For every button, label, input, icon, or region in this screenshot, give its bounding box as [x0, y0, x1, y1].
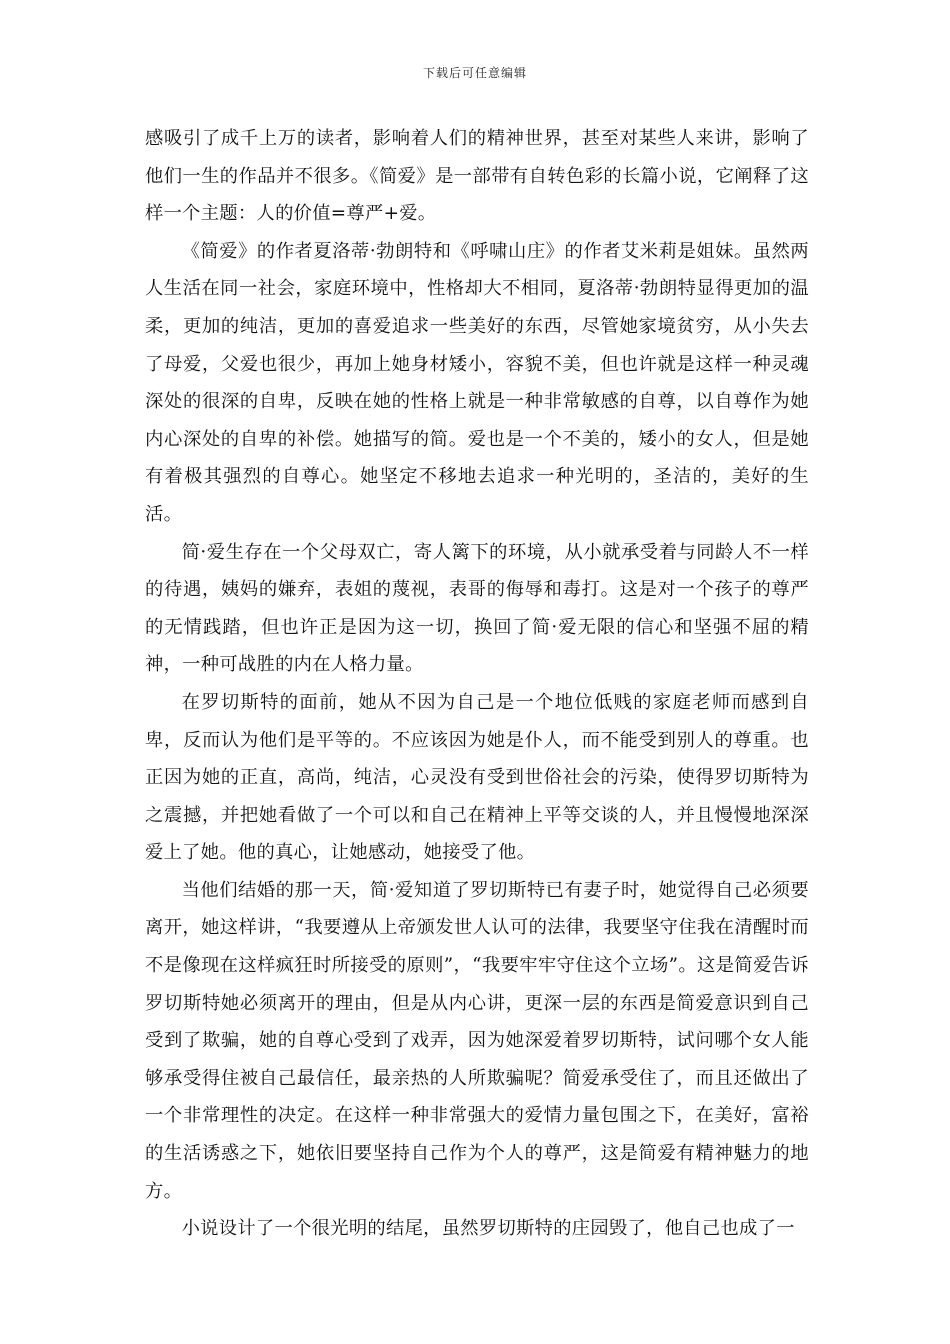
paragraph: 感吸引了成千上万的读者，影响着人们的精神世界，甚至对某些人来讲，影响了他们一生的作品并不很多。《简爱》是一部带有自转色彩的长篇小说，它阐释了这样一个主题：人的价值=尊严+爱。	[145, 128, 809, 225]
paragraph: 小说设计了一个很光明的结尾，虽然罗切斯特的庄园毁了，他自己也成了一	[181, 1218, 795, 1240]
document-body	[145, 120, 809, 1248]
page-header: 下载后可任意编辑	[422, 66, 527, 80]
paragraph: 简·爱生存在一个父母双亡，寄人篱下的环境，从小就承受着与同龄人不一样的待遇，姨妈的嫌弃，表姐的蔑视，表哥的侮辱和毒打。这是对一个孩子的尊严的无情践踏，但也许正是因为这一切，换回了简·爱无限的信心和坚强不屈的精神，一种可战胜的内在人格力量。	[145, 541, 809, 676]
paragraph: 《简爱》的作者夏洛蒂·勃朗特和《呼啸山庄》的作者艾米莉是姐妹。虽然两人生活在同一社会，家庭环境中，性格却大不相同，夏洛蒂·勃朗特显得更加的温柔，更加的纯洁，更加的喜爱追求一些美好的东西，尽管她家境贫穷，从小失去了母爱，父爱也很少，再加上她身材矮小，容貌不美，但也许就是这样一种灵魂深处的很深的自卑，反映在她的性格上就是一种非常敏感的自尊，以自尊作为她内心深处的自卑的补偿。她描写的简。爱也是一个不美的，矮小的女人，但是她有着极其强烈的自尊心。她坚定不移地去追求一种光明的，圣洁的，美好的生活。	[145, 240, 809, 525]
paragraph: 在罗切斯特的面前，她从不因为自己是一个地位低贱的家庭老师而感到自卑，反而认为他们是平等的。不应该因为她是仆人，而不能受到别人的尊重。也正因为她的正直，高尚，纯洁，心灵没有受到世俗社会的污染，使得罗切斯特为之震撼，并把她看做了一个可以和自己在精神上平等交谈的人，并且慢慢地深深爱上了她。他的真心，让她感动，她接受了他。	[145, 691, 809, 864]
paragraph: 当他们结婚的那一天，简·爱知道了罗切斯特已有妻子时，她觉得自己必须要离开，她这样讲，“我要遵从上帝颁发世人认可的法律，我要坚守住我在清醒时而不是像现在这样疯狂时所接受的原则”，“我要牢牢守住这个立场”。这是简爱告诉罗切斯特她必须离开的理由，但是从内心讲，更深一层的东西是简爱意识到自己受到了欺骗，她的自尊心受到了戏弄，因为她深爱着罗切斯特，试问哪个女人能够承受得住被自己最信任，最亲热的人所欺骗呢？简爱承受住了，而且还做出了一个非常理性的决定。在这样一种非常强大的爱情力量包围之下，在美好，富裕的生活诱惑之下，她依旧要坚持自己作为个人的尊严，这是简爱有精神魅力的地方。	[145, 879, 809, 1202]
